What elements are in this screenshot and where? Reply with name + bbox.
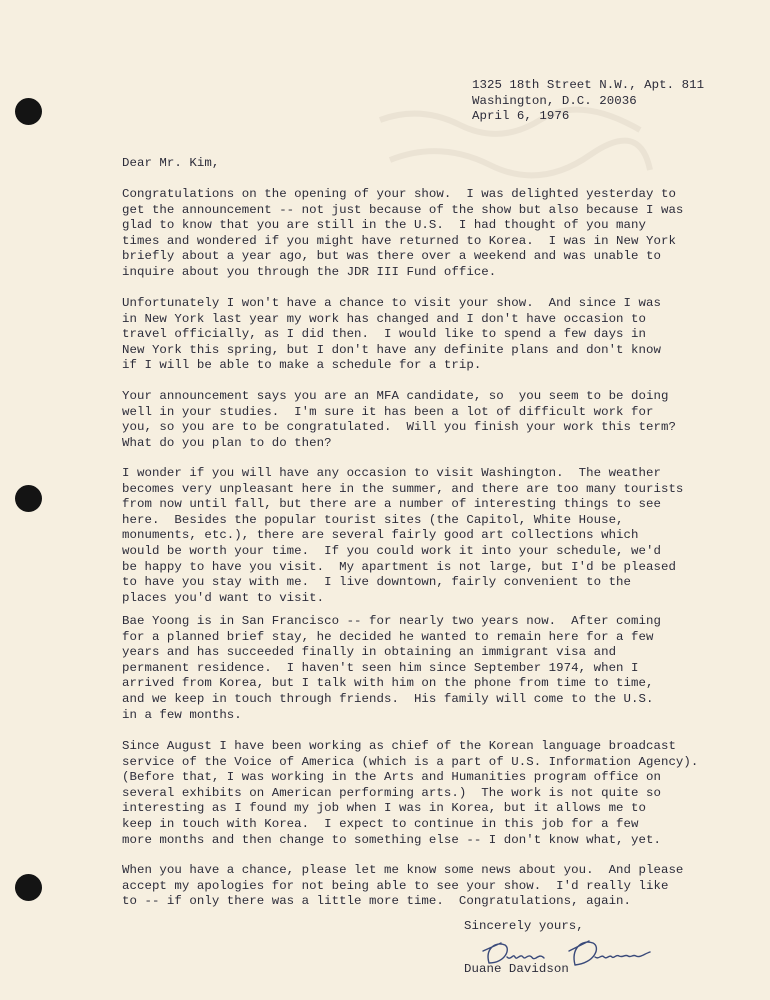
text-line: Unfortunately I won't have a chance to visit your show. And since I was xyxy=(122,296,661,310)
text-line: places you'd want to visit. xyxy=(122,590,325,605)
text-line: Congratulations on the opening of your show. I was delighted yesterday to xyxy=(122,187,676,201)
text-line: monuments, etc.), there are several fairly good art collections which xyxy=(122,528,639,543)
text-line: be happy to have you visit. My apartment is not large, but I'd be pleased xyxy=(122,559,676,574)
text-line: interesting as I found my job when I was in Korea, but it allows me to xyxy=(122,801,646,816)
letter-date: April 6, 1976 xyxy=(472,109,570,124)
text-line: get the announcement -- not just because of the show but also because I was xyxy=(122,202,684,217)
text-line: arrived from Korea, but I talk with him on the phone from time to time, xyxy=(122,676,654,691)
text-line: here. Besides the popular tourist sites (the Capitol, White House, xyxy=(122,512,624,527)
text-line: to -- if only there was a little more time. Congratulations, again. xyxy=(122,894,632,909)
sender-address xyxy=(472,78,704,125)
text-line: inquire about you through the JDR III Fund office. xyxy=(122,264,497,279)
paragraph-6 xyxy=(122,739,698,848)
paragraph-1 xyxy=(122,187,683,281)
text-line: What do you plan to do then? xyxy=(122,435,332,450)
text-line: more months and then change to something else -- I don't know what, yet. xyxy=(122,832,661,847)
text-line: service of the Voice of America (which is a part of U.S. Information Agency). xyxy=(122,754,699,769)
text-line: and we keep in touch through friends. His family will come to the U.S. xyxy=(122,691,654,706)
text-line: times and wondered if you might have returned to Korea. I was in New York xyxy=(122,233,676,248)
paragraph-7 xyxy=(122,863,683,910)
text-line: in New York last year my work has changed and I don't have occasion to xyxy=(122,311,646,326)
text-line: years and has succeeded finally in obtaining an immigrant visa and xyxy=(122,645,617,660)
text-line: When you have a chance, please let me know some news about you. And please xyxy=(122,863,684,877)
text-line: Your announcement says you are an MFA candidate, so you seem to be doing xyxy=(122,389,669,403)
text-line: glad to know that you are still in the U.S. I had thought of you many xyxy=(122,218,646,233)
paragraph-3 xyxy=(122,389,676,451)
text-line: (Before that, I was working in the Arts and Humanities program office on xyxy=(122,770,661,785)
text-line: permanent residence. I haven't seen him since September 1974, when I xyxy=(122,660,639,675)
text-line: briefly about a year ago, but was there over a weekend and was unable to xyxy=(122,249,661,264)
text-line: you, so you are to be congratulated. Will you finish your work this term? xyxy=(122,420,676,435)
text-line: keep in touch with Korea. I expect to continue in this job for a few xyxy=(122,816,639,831)
address-line: 1325 18th Street N.W., Apt. 811 xyxy=(472,78,705,92)
typed-signature-name: Duane Davidson xyxy=(464,962,569,976)
text-line: Since August I have been working as chief of the Korean language broadcast xyxy=(122,739,676,753)
punch-hole xyxy=(15,98,42,125)
text-line: from now until fall, but there are a number of interesting things to see xyxy=(122,497,661,512)
text-line: Bae Yoong is in San Francisco -- for nearly two years now. After coming xyxy=(122,614,661,628)
paragraph-4 xyxy=(122,466,683,606)
text-line: well in your studies. I'm sure it has been a lot of difficult work for xyxy=(122,404,654,419)
text-line: if I will be able to make a schedule for a trip. xyxy=(122,358,482,373)
address-line: Washington, D.C. 20036 xyxy=(472,93,637,108)
text-line: in a few months. xyxy=(122,707,242,722)
text-line: would be worth your time. If you could work it into your schedule, we'd xyxy=(122,543,661,558)
text-line: travel officially, as I did then. I would like to spend a few days in xyxy=(122,327,646,342)
text-line: for a planned brief stay, he decided he wanted to remain here for a few xyxy=(122,629,654,644)
punch-hole xyxy=(15,485,42,512)
text-line: several exhibits on American performing arts.) The work is not quite so xyxy=(122,785,661,800)
text-line: I wonder if you will have any occasion to visit Washington. The weather xyxy=(122,466,661,480)
paragraph-2 xyxy=(122,296,661,374)
closing: Sincerely yours, xyxy=(464,919,584,933)
punch-hole xyxy=(15,874,42,901)
text-line: becomes very unpleasant here in the summer, and there are too many tourists xyxy=(122,481,684,496)
salutation: Dear Mr. Kim, xyxy=(122,156,220,170)
paragraph-5 xyxy=(122,614,661,723)
text-line: to have you stay with me. I live downtown, fairly convenient to the xyxy=(122,575,632,590)
text-line: accept my apologies for not being able to see your show. I'd really like xyxy=(122,878,669,893)
text-line: New York this spring, but I don't have any definite plans and don't know xyxy=(122,342,661,357)
